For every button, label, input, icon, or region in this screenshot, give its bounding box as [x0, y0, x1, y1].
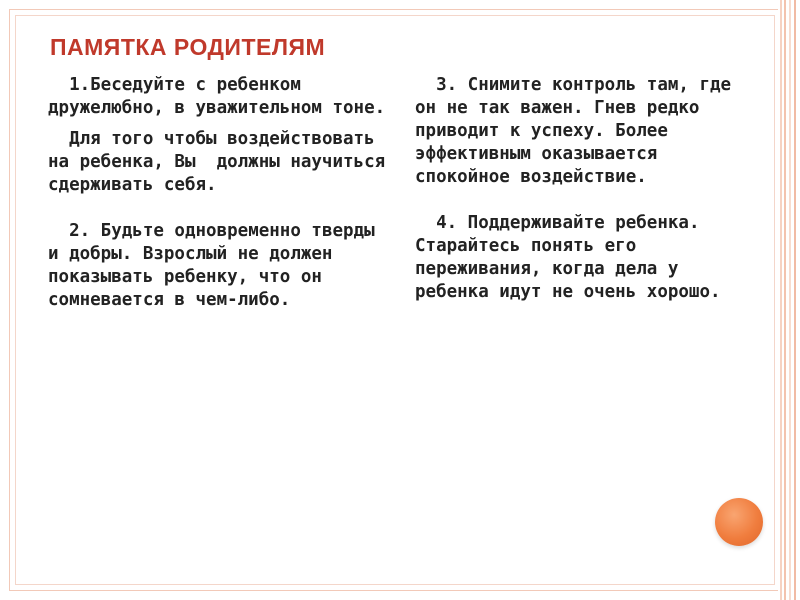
item-1-body: Для того чтобы воздействовать на ребенка, Вы должны научиться сдерживать себя. — [48, 129, 396, 195]
left-column — [48, 74, 396, 312]
item-2: 2. Будьте одновременно тверды и добры. Взрослый не должен показывать ребенку, что он сомневается в чем-либо. — [48, 221, 386, 310]
item-1-heading: 1.Беседуйте с ребенком дружелюбно, в уважительном тоне. — [48, 75, 386, 118]
orange-circle-decoration — [715, 498, 763, 546]
item-3: 3. Снимите контроль там, где он не так важен. Гнев редко приводит к успеху. Более эффективным оказывается спокойное воздействие. — [415, 75, 742, 187]
item-4: 4. Поддерживайте ребенка. Старайтесь понять его переживания, когда дела у ребенка идут не очень хорошо. — [415, 213, 721, 302]
right-column — [415, 74, 760, 304]
decorative-stripes — [778, 0, 800, 600]
page-title: ПАМЯТКА РОДИТЕЛЯМ — [50, 34, 326, 60]
